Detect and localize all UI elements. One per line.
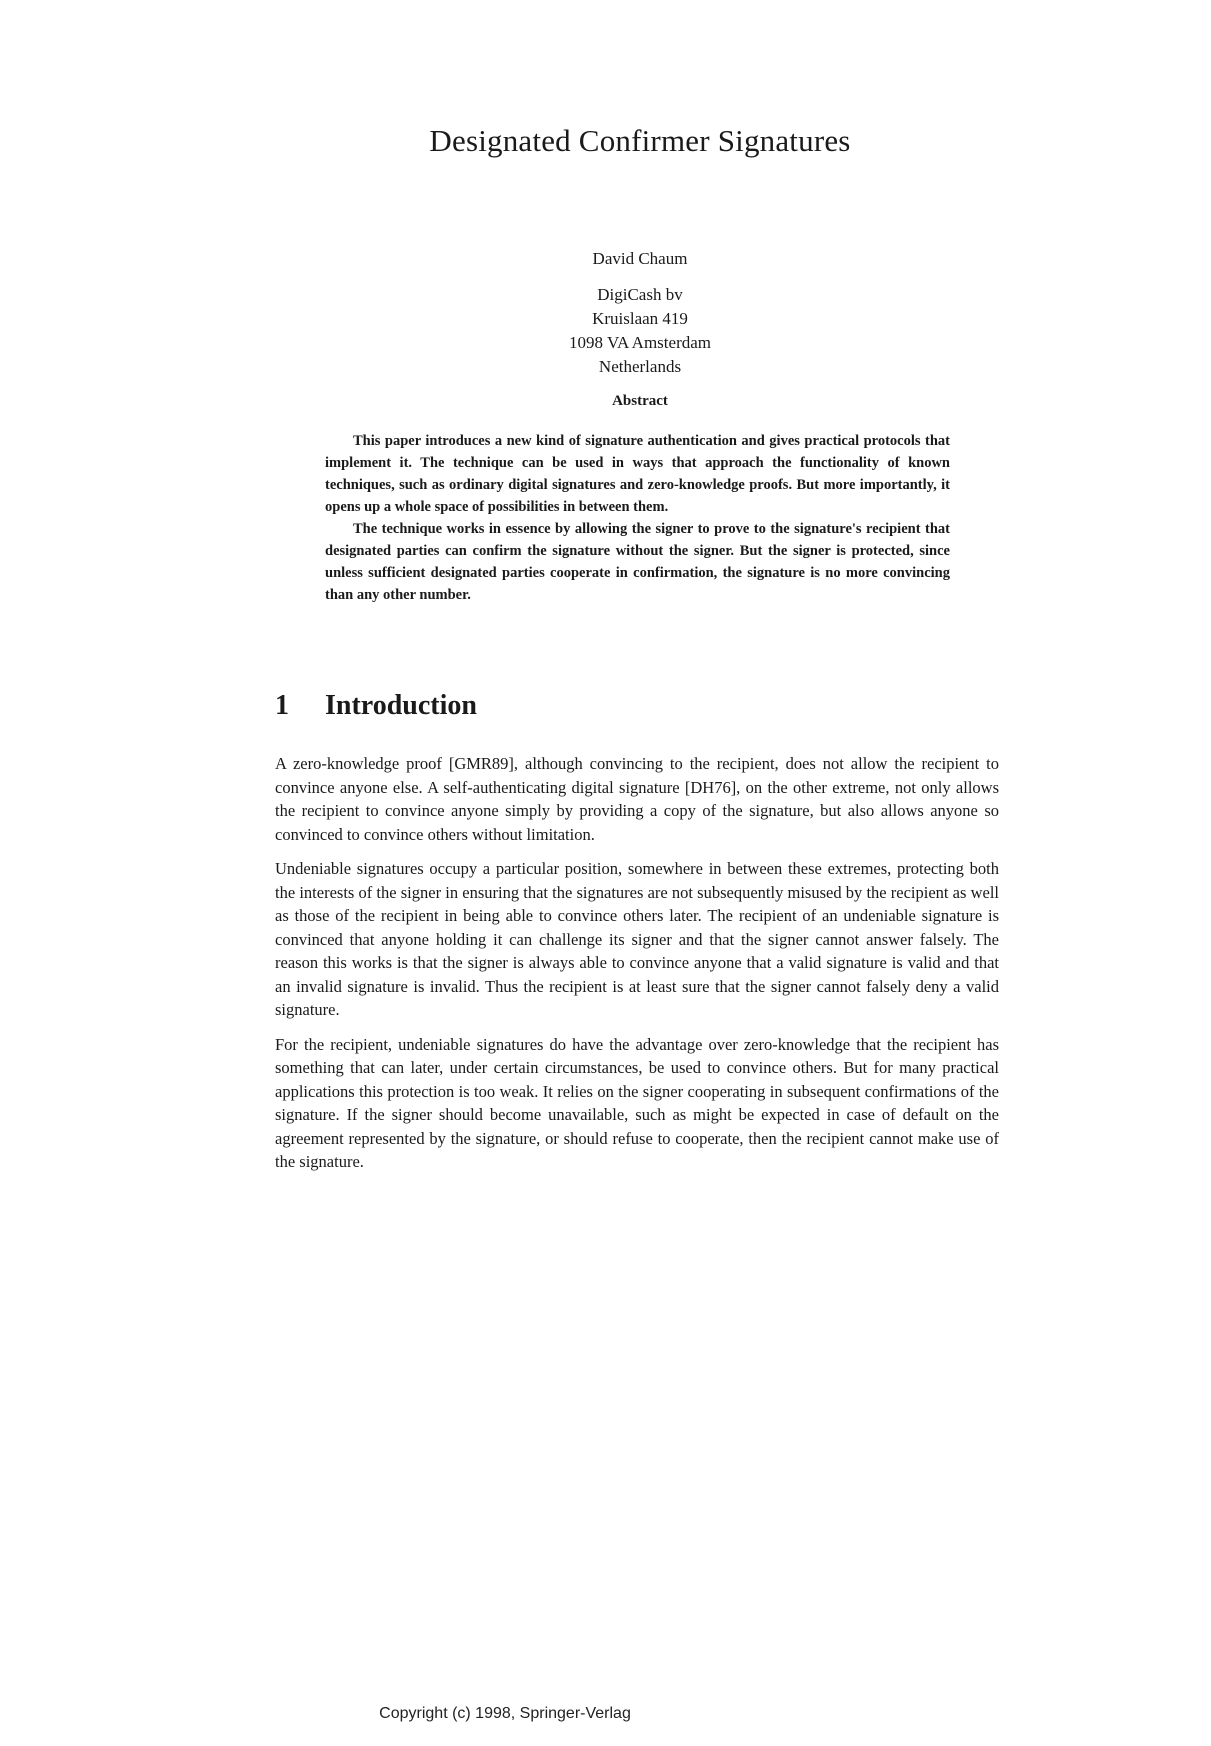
body-text: [275, 752, 999, 1185]
abstract-heading: Abstract: [612, 393, 668, 409]
abstract-paragraph: The technique works in essence by allowing the signer to prove to the signature's recipient that designated parties can confirm the signature without the signer. But the signer is protected, since unless sufficient designated parties cooperate in confirmation, the signature is no more convincing than any other number.: [325, 521, 950, 603]
body-paragraph: Undeniable signatures occupy a particular position, somewhere in between these extremes, protecting both the interests of the signer in ensuring that the signatures are not subsequently misused by the recipient as well as those of the recipient in being able to convince others later. The recipient of an undeniable signature is convinced that anyone holding it can challenge its signer and that the signer cannot answer falsely. The reason this works is that the signer is always able to convince anyone that a valid signature is valid and that an invalid signature is invalid. Thus the recipient is at least sure that the signer cannot falsely deny a valid signature.: [275, 859, 999, 1019]
abstract-paragraph: This paper introduces a new kind of signature authentication and gives practical protocols that implement it. The technique can be used in ways that approach the functionality of known techniques, such as ordinary digital signatures and zero-knowledge proofs. But more importantly, it opens up a whole space of possibilities in between them.: [325, 433, 950, 515]
affiliation-line: DigiCash bv: [597, 285, 683, 304]
section-number: 1: [275, 690, 289, 721]
copyright-notice: Copyright (c) 1998, Springer-Verlag: [379, 1705, 631, 1722]
abstract: [325, 430, 950, 606]
author-block: [0, 247, 1211, 379]
affiliation-line: 1098 VA Amsterdam: [569, 333, 711, 352]
affiliation-line: Kruislaan 419: [592, 309, 688, 328]
section-heading: [275, 690, 477, 722]
paper-title: Designated Confirmer Signatures: [429, 123, 851, 158]
section-title: Introduction: [325, 690, 477, 721]
body-paragraph: For the recipient, undeniable signatures do have the advantage over zero-knowledge that the recipient has something that can later, under certain circumstances, be used to convince others. But for many practical applications this protection is too weak. It relies on the signer cooperating in subsequent confirmations of the signature. If the signer should become unavailable, such as might be expected in case of default on the agreement represented by the signature, or should refuse to cooperate, then the recipient cannot make use of the signature.: [275, 1034, 999, 1171]
author-name: David Chaum: [592, 249, 688, 268]
body-paragraph: A zero-knowledge proof [GMR89], although convincing to the recipient, does not allow the recipient to convince anyone else. A self-authenticating digital signature [DH76], on the other extreme, not only allows the recipient to convince anyone simply by providing a copy of the signature, but also allows anyone so convinced to convince others without limitation.: [275, 754, 999, 844]
affiliation-line: Netherlands: [598, 357, 682, 376]
